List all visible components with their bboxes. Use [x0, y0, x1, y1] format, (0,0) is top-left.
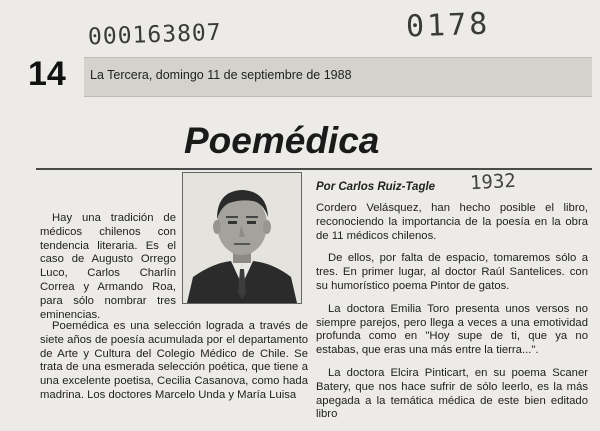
page-number: 14	[28, 55, 66, 93]
right-paragraph-3: La doctora Emilia Toro presenta unos versos no siempre parejos, pero llega a veces a una emotividad profunda como en "Hoy supe de ti, que ya no estabas, que eras una más entre la tierra...".	[316, 302, 588, 357]
left-body-paragraph: Poemédica es una selección lograda a través de siete años de poesía acumulada por el departamento de Arte y Cultura del Colegio Médico de Chile. Se trata de una esmerada selección poética, que tiene a una excelente poetisa, Cecilia Casanova, como hada madrina. Los doctores Marcelo Unda y María Luisa	[40, 320, 308, 401]
handwritten-code: 0178	[405, 6, 491, 45]
left-column	[40, 320, 308, 410]
intro-paragraph: Hay una tradición de médicos chilenos con tendencia literaria. Es el caso de Augusto Orrego Luco, Carlos Charlín Correa y Armando Roa, para sólo nombrar tres eminencias.	[40, 212, 176, 321]
right-paragraph-4: La doctora Elcira Pinticart, en su poema Scaner Batery, que nos hace sufrir de sólo leerlo, es la más apegada a la temática médica de este bien editado libro	[316, 366, 588, 421]
handwritten-id: 000163807	[87, 19, 223, 51]
portrait-icon	[183, 173, 301, 303]
byline: Por Carlos Ruiz-Tagle	[316, 181, 436, 193]
right-paragraph-2: De ellos, por falta de espacio, tomaremos sólo a tres. En primer lugar, al doctor Raúl Santelices. con su humorístico poema Pintor de gatos.	[316, 252, 588, 292]
portrait-photo	[182, 172, 302, 304]
dateline: La Tercera, domingo 11 de septiembre de 1988	[90, 68, 352, 82]
intro-column	[40, 212, 176, 329]
handwritten-year: 1932	[469, 169, 517, 195]
article-title: Poemédica	[184, 120, 380, 161]
right-column	[316, 202, 588, 431]
right-paragraph-1: Cordero Velásquez, han hecho posible el libro, reconociendo la importancia de la poesía en la obra de 11 médicos chilenos.	[316, 202, 588, 242]
